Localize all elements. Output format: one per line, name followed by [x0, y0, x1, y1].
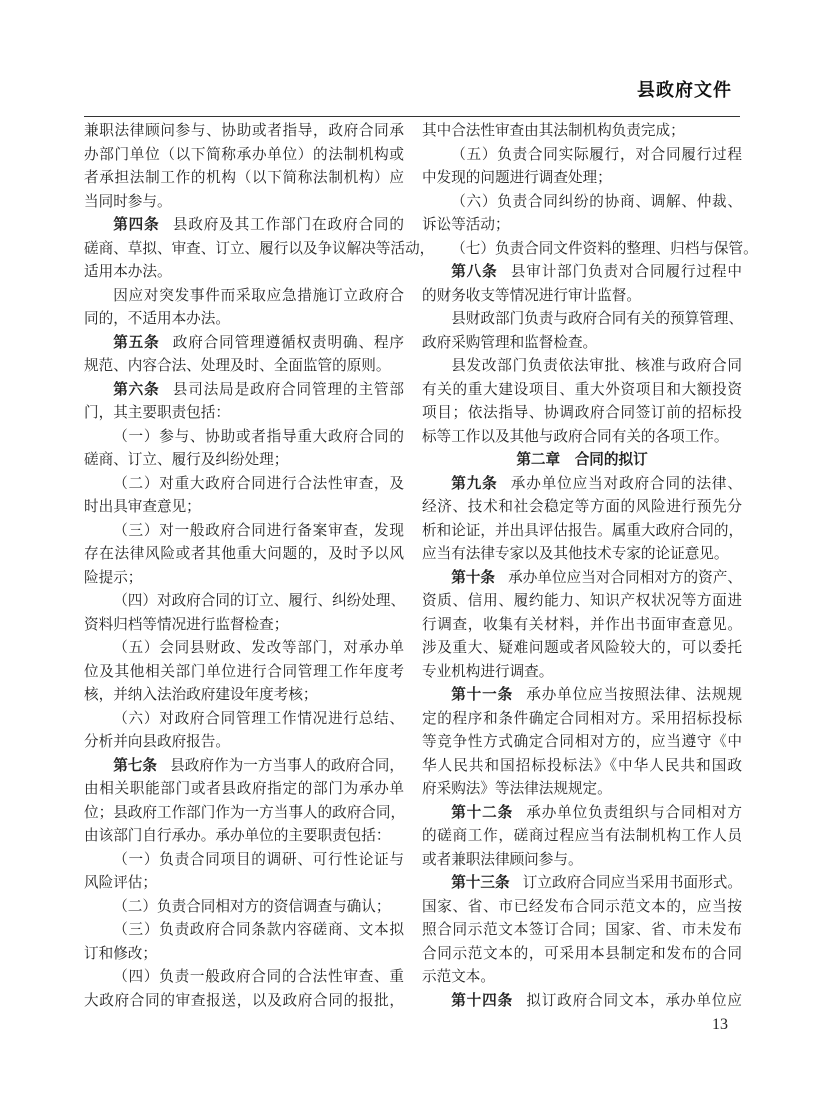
article-number: 第八条: [451, 263, 498, 280]
text-line: [422, 237, 758, 261]
article-paragraph: [422, 683, 742, 801]
line-text: 县审计部门负责对合同履行过程中: [510, 263, 742, 280]
line-text: 县政府及其工作部门在政府合同的: [172, 216, 404, 233]
line-text: （一）参与、协助或者指导重大政府合同的: [113, 427, 404, 445]
header-rule: [84, 116, 740, 117]
text-line: [84, 519, 404, 543]
page-number: 13: [712, 1016, 728, 1033]
text-line: [422, 777, 742, 801]
line-text: 核，并纳入法治政府建设年度考核；: [84, 686, 318, 703]
line-text: 资质、信用、履约能力、知识产权状况等方面进: [422, 592, 742, 609]
paragraph: [84, 895, 404, 919]
text-line: [422, 166, 742, 190]
paragraph: [84, 472, 404, 519]
text-line: [422, 425, 742, 449]
line-text: 同的，不适用本办法。: [84, 310, 230, 327]
article-number: 第十一条: [451, 686, 514, 703]
paragraph: [84, 636, 404, 707]
line-text: 风险评估；: [84, 874, 157, 891]
text-line: [422, 566, 742, 590]
paragraph: [84, 707, 404, 754]
text-line: [84, 777, 404, 801]
text-line: [422, 707, 742, 731]
text-line: [84, 472, 404, 496]
line-text: （六）对政府合同管理工作情况进行总结、: [113, 709, 404, 727]
text-line: [84, 119, 404, 143]
line-text: 县司法局是政府合同管理的主管部: [172, 380, 404, 398]
line-text: 磋商、草拟、审查、订立、履行以及争议解决等活动，: [84, 239, 435, 257]
line-text: 府采购法》等法律法规规定。: [422, 780, 612, 797]
text-line: [422, 213, 742, 237]
text-line: [422, 378, 742, 402]
text-line: [84, 730, 404, 754]
text-line: [422, 895, 742, 919]
line-text: （五）负责合同实际履行，对合同履行过程: [451, 145, 742, 163]
text-line: [84, 425, 404, 449]
text-line: [84, 542, 404, 566]
text-line: [84, 378, 404, 402]
chapter-heading: 第二章 合同的拟订: [516, 451, 648, 468]
line-text: 政府合同管理遵循权责明确、程序: [172, 333, 404, 351]
text-line: [84, 260, 404, 284]
text-line: [84, 307, 404, 331]
line-text: 大政府合同的审查报送，以及政府合同的报批，: [84, 991, 404, 1009]
text-line: [84, 707, 404, 731]
paragraph: [84, 589, 404, 636]
paragraph: [84, 848, 404, 895]
line-text: 拟订政府合同文本，承办单位应: [526, 991, 742, 1009]
text-line: [422, 824, 742, 848]
text-line: [422, 636, 742, 660]
text-line: [422, 871, 742, 895]
text-line: [422, 401, 742, 425]
text-line: [422, 260, 742, 284]
line-text: 或者兼职法律顾问参与。: [422, 850, 583, 868]
text-line: [422, 190, 742, 214]
text-line: [84, 965, 404, 989]
line-text: 由相关职能部门或者县政府指定的部门为承办单: [84, 780, 404, 797]
line-text: 定的程序和条件确定合同相对方。采用招标投标: [422, 709, 742, 727]
line-text: 等竞争性方式确定合同相对方的，应当遵守《中: [422, 733, 742, 750]
text-line: [84, 801, 404, 825]
text-line: [422, 989, 742, 1013]
line-text: 析和论证，并出具评估报告。属重大政府合同的，: [422, 521, 744, 539]
text-line: [422, 942, 742, 966]
line-text: 承办单位负责组织与合同相对方: [526, 803, 742, 821]
paragraph: [422, 354, 742, 448]
line-text: 位；县政府工作部门作为一方当事人的政府合同，: [84, 803, 406, 821]
paragraph: [422, 237, 758, 261]
article-number: 第十二条: [451, 803, 514, 821]
line-text: 承办单位应当对合同相对方的资产、: [508, 568, 742, 586]
line-text: 中发现的问题进行调查处理；: [422, 169, 612, 186]
paragraph: [422, 307, 742, 354]
text-line: [422, 848, 742, 872]
line-text: 门，其主要职责包括：: [84, 404, 230, 421]
line-text: 适用本办法。: [84, 263, 172, 280]
text-line: [422, 660, 742, 684]
line-text: （四）负责一般政府合同的合法性审查、重: [113, 968, 404, 985]
article-paragraph: [422, 260, 742, 307]
text-line: [422, 730, 742, 754]
article-paragraph: [84, 378, 404, 425]
article-paragraph: [84, 213, 435, 284]
text-line: [84, 190, 404, 214]
line-text: 行调查，收集有关材料，并作出书面审查意见。: [422, 615, 742, 633]
text-line: [84, 354, 404, 378]
line-text: 合同示范文本的，可采用本县制定和发布的合同: [422, 944, 742, 962]
line-text: 经济、技术和社会稳定等方面的风险进行预先分: [422, 498, 742, 515]
text-line: [422, 472, 742, 496]
line-text: 位及其他相关部门单位进行合同管理工作年度考: [84, 662, 404, 680]
text-line: [84, 448, 404, 472]
line-text: 存在法律风险或者其他重大问题的，及时予以风: [84, 545, 404, 562]
article-number: 第六条: [113, 380, 160, 398]
text-line: [84, 848, 404, 872]
text-line: [84, 660, 404, 684]
right-column: [422, 119, 758, 1012]
text-line: [422, 801, 742, 825]
line-text: 兼职法律顾问参与、协助或者指导，政府合同承: [84, 122, 404, 139]
paragraph: [84, 425, 404, 472]
line-text: 应当有法律专家以及其他技术专家的论证意见。: [422, 545, 729, 562]
text-line: [84, 918, 404, 942]
line-text: （六）负责合同纠纷的协商、调解、仲裁、: [451, 192, 742, 210]
text-line: [422, 307, 742, 331]
text-line: [84, 895, 404, 919]
line-text: 示范文本。: [422, 968, 495, 985]
line-text: 办部门单位（以下简称承办单位）的法制机构或: [84, 145, 404, 163]
article-paragraph: [84, 331, 404, 378]
line-text: 县政府作为一方当事人的政府合同，: [170, 756, 404, 774]
line-text: 的财务收支等情况进行审计监督。: [422, 286, 641, 304]
line-text: 华人民共和国招标投标法》《中华人民共和国政: [422, 756, 742, 774]
running-header-title: 县政府文件: [637, 80, 732, 101]
line-text: （二）对重大政府合同进行合法性审查，及: [113, 474, 404, 492]
line-text: （五）会同县财政、发改等部门，对承办单: [113, 639, 404, 656]
text-line: [422, 284, 742, 308]
text-line: [84, 284, 404, 308]
article-number: 第七条: [113, 756, 158, 774]
line-text: 照合同示范文本签订合同；国家、省、市未发布: [422, 921, 742, 938]
line-text: 磋商、订立、履行及纠纷处理；: [84, 451, 289, 468]
article-paragraph: [422, 472, 742, 566]
paragraph: [84, 965, 404, 1012]
article-number: 第十四条: [451, 991, 514, 1009]
paragraph: [84, 519, 404, 590]
article-paragraph: [422, 989, 742, 1013]
text-line: [84, 237, 435, 261]
text-line: [84, 213, 404, 237]
line-text: 有关的重大建设项目、重大外资项目和大额投资: [422, 380, 742, 398]
left-column: [84, 119, 435, 1012]
line-text: 政府采购管理和监督检查。: [422, 333, 598, 351]
text-line: [422, 542, 742, 566]
text-line: [422, 354, 742, 378]
line-text: （四）对政府合同的订立、履行、纠纷处理、: [113, 592, 406, 609]
article-paragraph: [84, 754, 404, 848]
text-line: [84, 166, 404, 190]
line-text: 县发改部门负责依法审批、核准与政府合同: [451, 357, 742, 374]
paragraph: [422, 190, 742, 237]
line-text: （二）负责合同相对方的资信调查与确认；: [113, 897, 391, 915]
line-text: 因应对突发事件而采取应急措施订立政府合: [113, 286, 404, 304]
article-number: 第十条: [451, 568, 496, 586]
text-line: [422, 589, 742, 613]
text-line: [84, 143, 404, 167]
line-text: 的磋商工作，磋商过程应当有法制机构工作人员: [422, 827, 742, 844]
line-text: （七）负责合同文件资料的整理、归档与保管。: [451, 239, 758, 257]
text-line: [84, 754, 404, 778]
text-line: [84, 942, 404, 966]
line-text: 承办单位应当按照法律、法规规: [526, 686, 742, 703]
line-text: 国家、省、市已经发布合同示范文本的，应当按: [422, 897, 742, 915]
text-line: [422, 331, 742, 355]
paragraph: [84, 284, 404, 331]
line-text: （三）负责政府合同条款内容磋商、文本拟: [113, 921, 404, 938]
text-line: [422, 119, 742, 143]
text-line: [84, 401, 404, 425]
paragraph: [84, 119, 404, 213]
paragraph: [84, 918, 404, 965]
article-number: 第九条: [451, 474, 498, 492]
line-text: 险提示；: [84, 568, 143, 586]
text-line: [84, 613, 404, 637]
line-text: 当同时参与。: [84, 192, 172, 210]
article-number: 第四条: [113, 216, 160, 233]
text-line: [422, 965, 742, 989]
text-line: [84, 824, 404, 848]
text-line: [422, 613, 742, 637]
text-line: [84, 566, 404, 590]
line-text: （三）对一般政府合同进行备案审查，发现: [113, 521, 404, 539]
text-line: [422, 143, 742, 167]
text-line: [84, 589, 404, 613]
line-text: 时出具审查意见；: [84, 498, 201, 515]
paragraph: [422, 143, 742, 190]
line-text: 订立政府合同应当采用书面形式。: [522, 874, 742, 891]
text-line: [84, 871, 404, 895]
text-line: [84, 331, 404, 355]
text-line: [84, 495, 404, 519]
line-text: 诉讼等活动；: [422, 216, 510, 233]
line-text: 其中合法性审查由其法制机构负责完成；: [422, 122, 685, 139]
article-number: 第五条: [113, 333, 160, 351]
line-text: 订和修改；: [84, 944, 157, 962]
line-text: 由该部门自行承办。承办单位的主要职责包括：: [84, 827, 391, 844]
line-text: 专业机构进行调查。: [422, 662, 554, 680]
article-paragraph: [422, 801, 742, 872]
article-paragraph: [422, 871, 742, 989]
line-text: 规范、内容合法、处理及时、全面监管的原则。: [84, 357, 391, 374]
line-text: 涉及重大、疑难问题或者风险较大的，可以委托: [422, 639, 742, 656]
text-line: [84, 683, 404, 707]
line-text: 县财政部门负责与政府合同有关的预算管理、: [451, 310, 744, 327]
line-text: 者承担法制工作的机构（以下简称法制机构）应: [84, 169, 404, 186]
text-line: [422, 918, 742, 942]
text-line: [422, 519, 742, 543]
text-line: [422, 754, 742, 778]
article-paragraph: [422, 566, 742, 684]
paragraph: [422, 119, 742, 143]
line-text: 分析并向县政府报告。: [84, 733, 230, 750]
line-text: 标等工作以及其他与政府合同有关的各项工作。: [422, 427, 729, 445]
text-line: [422, 495, 742, 519]
line-text: 资料归档等情况进行监督检查；: [84, 615, 289, 633]
article-number: 第十三条: [451, 874, 510, 891]
text-line: [84, 636, 404, 660]
line-text: 承办单位应当对政府合同的法律、: [510, 474, 742, 492]
line-text: 项目；依法指导、协调政府合同签订前的招标投: [422, 404, 742, 421]
line-text: （一）负责合同项目的调研、可行性论证与: [113, 850, 404, 868]
text-line: [422, 683, 742, 707]
text-line: [84, 989, 404, 1013]
